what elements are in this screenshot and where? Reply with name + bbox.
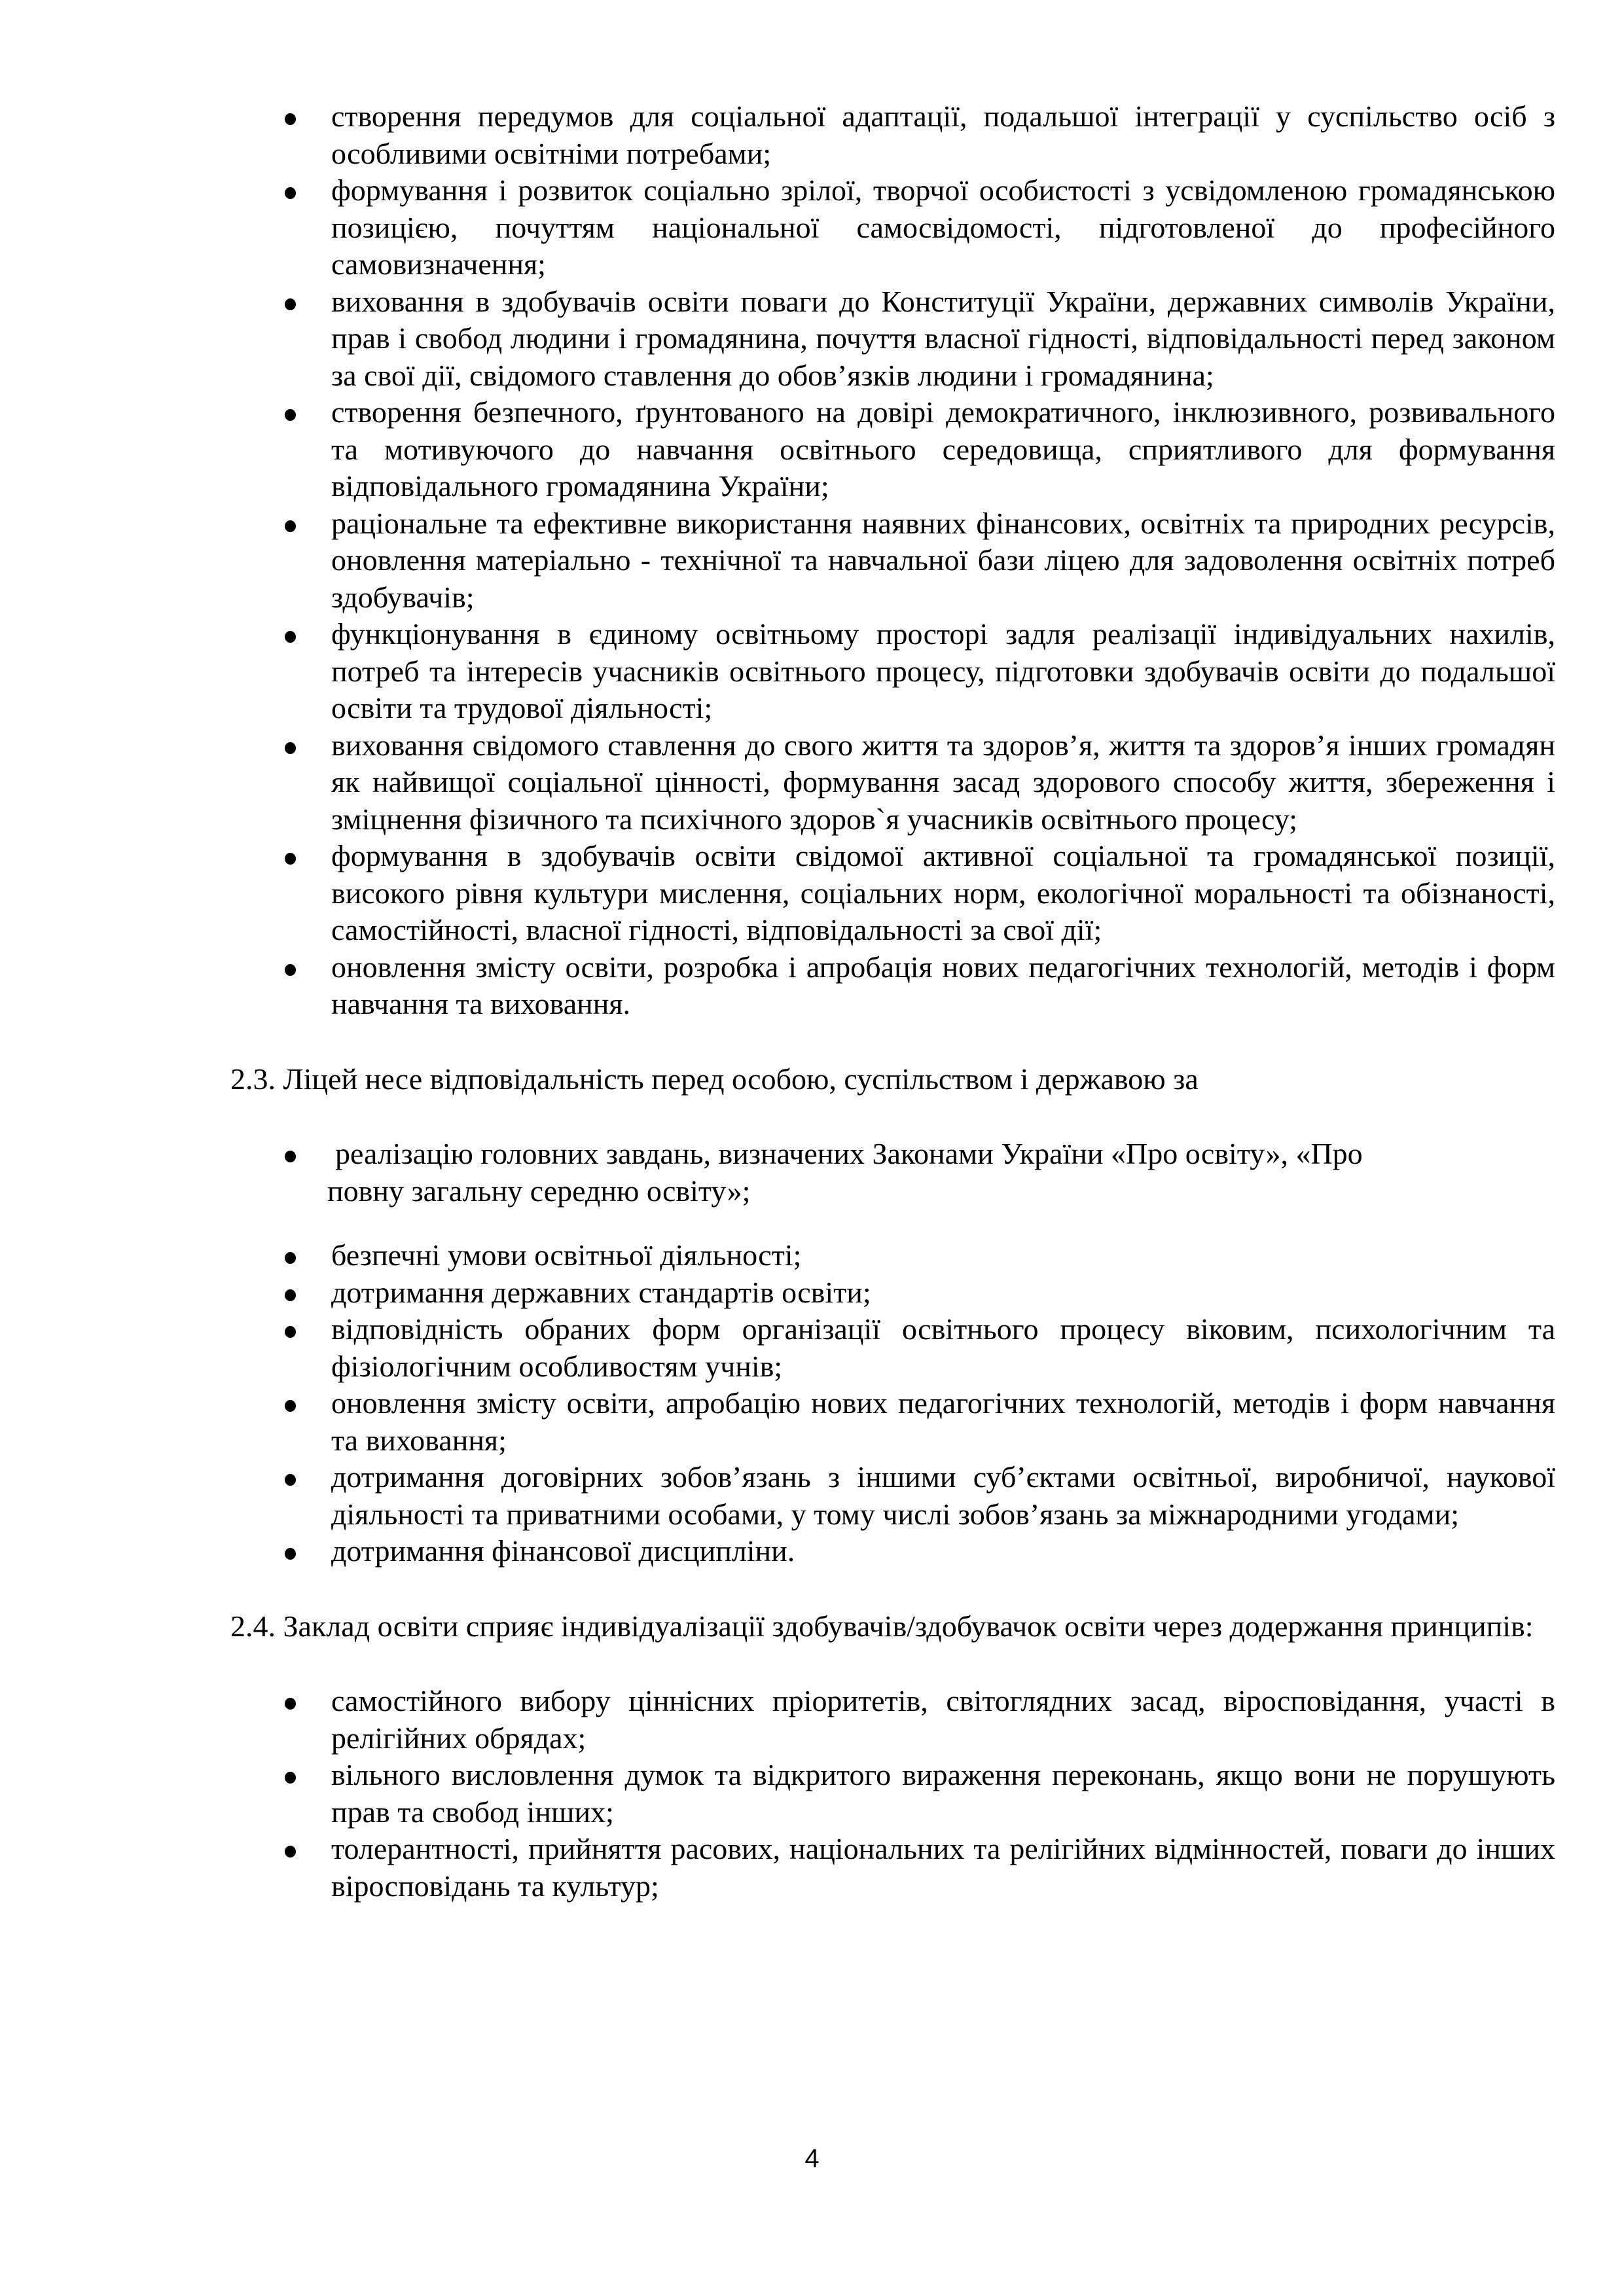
list-item-text: виховання в здобувачів освіти поваги до Конституції України, державних символів України, прав і свобод людини і громадянина, почуття власної гідності, відповідальності перед законом за свої дії, свідомого ставлення до обов’язків людини і громадянина; xyxy=(331,284,1555,392)
principles-list xyxy=(230,1683,1555,1905)
list-item xyxy=(230,1831,1555,1905)
section-2-3-heading: 2.3. Ліцей несе відповідальність перед особою, суспільством і державою за xyxy=(230,1062,1199,1096)
list-item-text: формування і розвиток соціально зрілої, творчої особистості з усвідомленою громадянською позицією, почуттям національної самосвідомості, підготовленої до професійного самовизначення; xyxy=(331,173,1555,281)
list-item xyxy=(230,1136,1555,1210)
list-item xyxy=(230,98,1555,172)
list-item xyxy=(230,949,1555,1023)
responsibility-list xyxy=(230,1237,1555,1570)
bullet-icon xyxy=(285,1151,296,1162)
list-item xyxy=(230,1459,1555,1533)
list-item-text: раціональне та ефективне використання наявних фінансових, освітніх та природних ресурсів, оновлення матеріально - технічної та навчальної бази ліцею для задоволення освітніх потреб здобувачів; xyxy=(331,506,1555,614)
list-item-text: безпечні умови освітньої діяльності; xyxy=(331,1238,802,1272)
document-body xyxy=(230,98,1555,1905)
list-item xyxy=(230,616,1555,727)
list-item-text-continuation: повну загальну середню освіту»; xyxy=(327,1174,751,1208)
list-item-text: самостійного вибору ціннісних пріоритетів, світоглядних засад, віросповідання, участі в релігійних обрядах; xyxy=(331,1684,1555,1755)
list-item-text: створення передумов для соціальної адаптації, подальшої інтеграції у суспільство осіб з особливими освітніми потребами; xyxy=(331,99,1555,170)
bullet-icon xyxy=(285,409,296,421)
list-item-text: відповідність обраних форм організації освітнього процесу віковим, психологічним та фізіологічним особливостям учнів; xyxy=(331,1312,1555,1383)
list-item-text: реалізацію головних завдань, визначених Законами України «Про освіту», «Про xyxy=(335,1137,1363,1170)
bullet-icon xyxy=(285,113,296,125)
list-item xyxy=(230,1533,1555,1570)
list-item xyxy=(230,1311,1555,1385)
bullet-icon xyxy=(285,964,296,976)
page-number: 4 xyxy=(804,2144,820,2173)
bullet-icon xyxy=(285,1772,296,1784)
list-item xyxy=(230,283,1555,395)
list-item-text: виховання свідомого ставлення до свого життя та здоров’я, життя та здоров’я інших громадян як найвищої соціальної цінності, формування засад здорового способу життя, збереження і зміцнення фізичного та психічного здоров`я учасників освітнього процесу; xyxy=(331,728,1555,836)
bullet-icon xyxy=(285,1289,296,1301)
bullet-icon xyxy=(285,742,296,754)
list-item-text: дотримання договірних зобов’язань з іншими суб’єктами освітньої, виробничої, наукової діяльності та приватними особами, у тому числі зобов’язань за міжнародними угодами; xyxy=(331,1460,1555,1531)
list-item xyxy=(230,1274,1555,1312)
list-item-text: вільного висловлення думок та відкритого вираження переконань, якщо вони не порушують прав та свобод інших; xyxy=(331,1758,1555,1829)
list-item-text: оновлення змісту освіти, розробка і апробація нових педагогічних технологій, методів і форм навчання та виховання. xyxy=(331,950,1555,1020)
bullet-icon xyxy=(285,853,296,865)
bullet-icon xyxy=(285,520,296,532)
bullet-icon xyxy=(285,1252,296,1264)
list-item xyxy=(230,1385,1555,1459)
list-item-text: толерантності, прийняття расових, національних та релігійних відмінностей, поваги до інших віросповідань та культур; xyxy=(331,1832,1555,1903)
list-item xyxy=(230,838,1555,949)
bullet-icon xyxy=(285,298,296,310)
list-item-text: дотримання фінансової дисципліни. xyxy=(331,1534,795,1568)
list-item xyxy=(230,1757,1555,1831)
responsibility-list-primary xyxy=(230,1136,1555,1210)
list-item-text: оновлення змісту освіти, апробацію нових педагогічних технологій, методів і форм навчання та виховання; xyxy=(331,1386,1555,1457)
bullet-icon xyxy=(285,1326,296,1338)
list-item-text: формування в здобувачів освіти свідомої активної соціальної та громадянської позиції, високого рівня культури мислення, соціальних норм, екологічної моральності та обізнаності, самостійності, власної гідності, відповідальності за свої дії; xyxy=(331,839,1555,946)
bullet-icon xyxy=(285,1698,296,1710)
bullet-icon xyxy=(285,187,296,199)
list-item-text: дотримання державних стандартів освіти; xyxy=(331,1275,871,1309)
list-item xyxy=(230,394,1555,505)
bullet-icon xyxy=(285,1400,296,1412)
spacer xyxy=(230,1210,1555,1237)
list-item xyxy=(230,505,1555,617)
list-item-text: функціонування в єдиному освітньому просторі задля реалізації індивідуальних нахилів, потреб та інтересів учасників освітнього процесу, підготовки здобувачів освіти до подальшої освіти та трудової діяльності; xyxy=(331,617,1555,725)
bullet-icon xyxy=(285,1548,296,1560)
bullet-icon xyxy=(285,1846,296,1857)
goals-list xyxy=(230,98,1555,1023)
bullet-icon xyxy=(285,631,296,643)
bullet-icon xyxy=(285,1474,296,1486)
list-item xyxy=(230,172,1555,283)
list-item xyxy=(230,727,1555,838)
list-item xyxy=(230,1237,1555,1274)
list-item-text: створення безпечного, ґрунтованого на довірі демократичного, інклюзивного, розвивального та мотивуючого до навчання освітнього середовища, сприятливого для формування відповідального громадянина України; xyxy=(331,395,1555,503)
section-2-4-heading: 2.4. Заклад освіти сприяє індивідуалізації здобувачів/здобувачок освіти через додержання принципів: xyxy=(230,1609,1534,1643)
list-item xyxy=(230,1683,1555,1757)
